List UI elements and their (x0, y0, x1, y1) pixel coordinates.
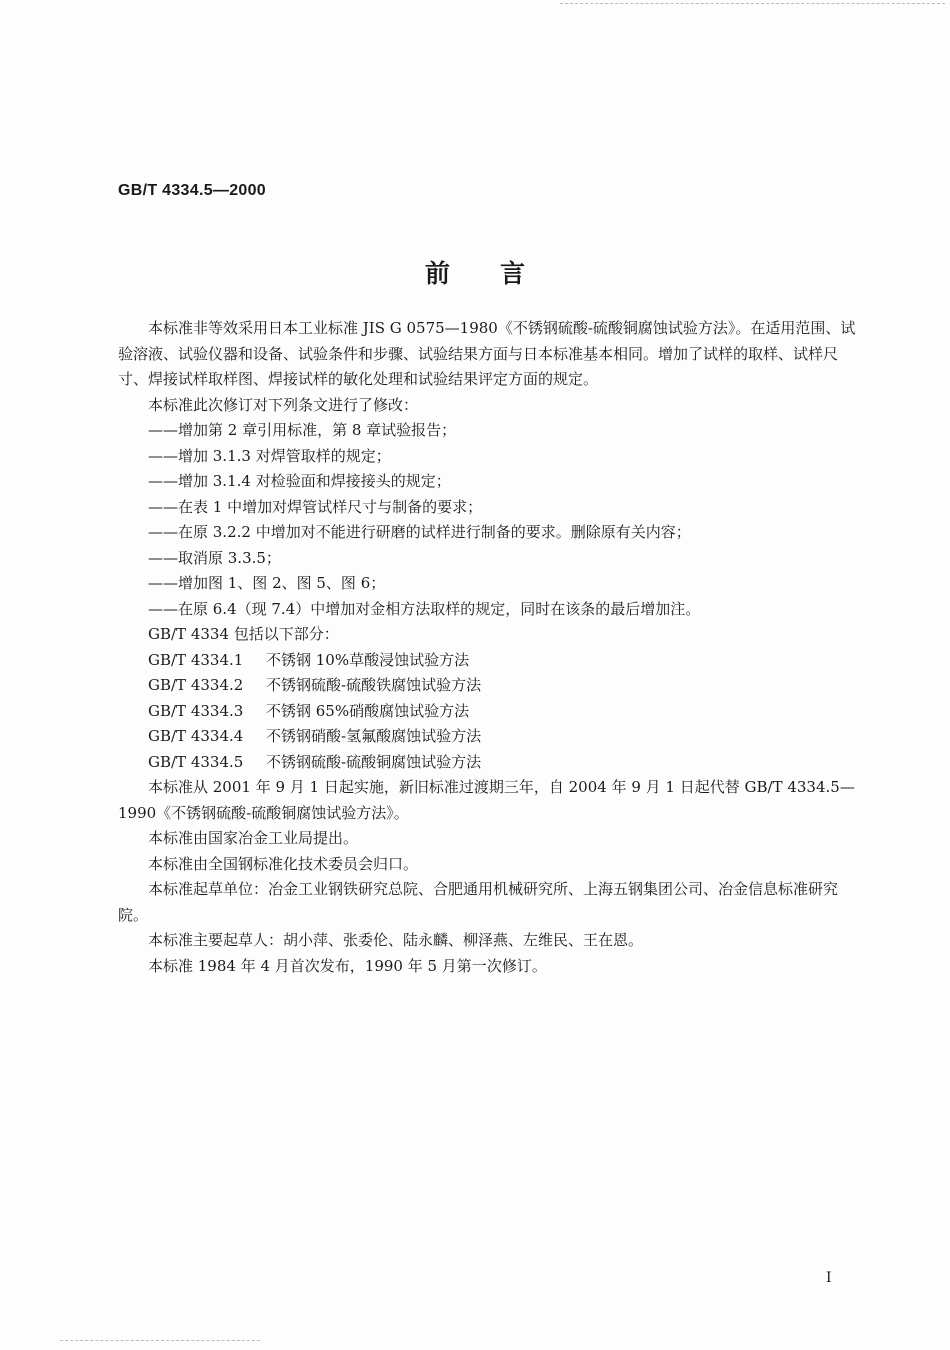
foreword-body (118, 316, 858, 979)
revision-item: ——增加 3.1.3 对焊管取样的规定； (148, 446, 391, 465)
part-code: GB/T 4334.1 (148, 650, 244, 669)
part-name: 不锈钢 65%硝酸腐蚀试验方法 (266, 701, 470, 720)
revision-item: ——取消原 3.3.5； (148, 548, 281, 567)
revision-item: ——在原 6.4（现 7.4）中增加对金相方法取样的规定，同时在该条的最后增加注。 (148, 599, 701, 618)
part-item (118, 750, 858, 776)
scan-artifact-bottom (60, 1340, 260, 1341)
part-code: GB/T 4334.5 (148, 752, 244, 771)
part-name: 不锈钢硫酸-硫酸铜腐蚀试验方法 (266, 752, 482, 771)
revision-item: ——在表 1 中增加对焊管试样尺寸与制备的要求； (148, 497, 483, 516)
standard-number: GB/T 4334.5—2000 (118, 182, 266, 199)
closing-paragraph: 本标准由全国钢标准化技术委员会归口。 (148, 854, 419, 873)
revision-item: ——增加第 2 章引用标准，第 8 章试验报告； (148, 421, 457, 439)
revision-item: ——在原 3.2.2 中增加对不能进行研磨的试样进行制备的要求。删除原有关内容； (148, 523, 691, 541)
scan-artifact-top (560, 3, 945, 4)
part-code: GB/T 4334.3 (148, 701, 244, 720)
closing-paragraph: 本标准从 2001 年 9 月 1 日起实施，新旧标准过渡期三年，自 2004 年 9 月 1 日起代替 GB/T 4334.5—1990《不锈钢硫酸-硫酸铜腐蚀试验方法》。 (118, 778, 855, 822)
part-code: GB/T 4334.4 (148, 727, 244, 745)
part-item (118, 673, 858, 699)
part-item (118, 699, 858, 725)
intro-paragraph: 本标准非等效采用日本工业标准 JIS G 0575—1980《不锈钢硫酸-硫酸铜腐蚀试验方法》。在适用范围、试验溶液、试验仪器和设备、试验条件和步骤、试验结果方面与日本标准基本相同。增加了试样的取样、试样尺寸、焊接试样取样图、焊接试样的敏化处理和试验结果评定方面的规定。 (118, 319, 856, 388)
page-number: I (826, 1270, 832, 1286)
part-name: 不锈钢硫酸-硫酸铁腐蚀试验方法 (266, 676, 482, 694)
part-item (118, 648, 858, 674)
closing-paragraph: 本标准起草单位：冶金工业钢铁研究总院、合肥通用机械研究所、上海五钢集团公司、冶金信息标准研究院。 (118, 880, 839, 924)
page-title: 前言 (424, 259, 575, 288)
revision-item: ——增加 3.1.4 对检验面和焊接接头的规定； (148, 472, 451, 490)
closing-paragraph: 本标准主要起草人：胡小萍、张委伦、陆永麟、柳泽燕、左维民、王在恩。 (148, 931, 644, 949)
part-name: 不锈钢硝酸-氢氟酸腐蚀试验方法 (266, 727, 482, 745)
closing-paragraph: 本标准由国家冶金工业局提出。 (148, 829, 359, 847)
parts-intro: GB/T 4334 包括以下部分： (148, 625, 339, 643)
part-item (118, 724, 858, 750)
closing-paragraph: 本标准 1984 年 4 月首次发布，1990 年 5 月第一次修订。 (148, 956, 547, 975)
part-code: GB/T 4334.2 (148, 676, 244, 694)
revision-item: ——增加图 1、图 2、图 5、图 6； (148, 574, 386, 592)
revision-intro: 本标准此次修订对下列条文进行了修改： (148, 395, 419, 414)
part-name: 不锈钢 10%草酸浸蚀试验方法 (266, 650, 470, 669)
